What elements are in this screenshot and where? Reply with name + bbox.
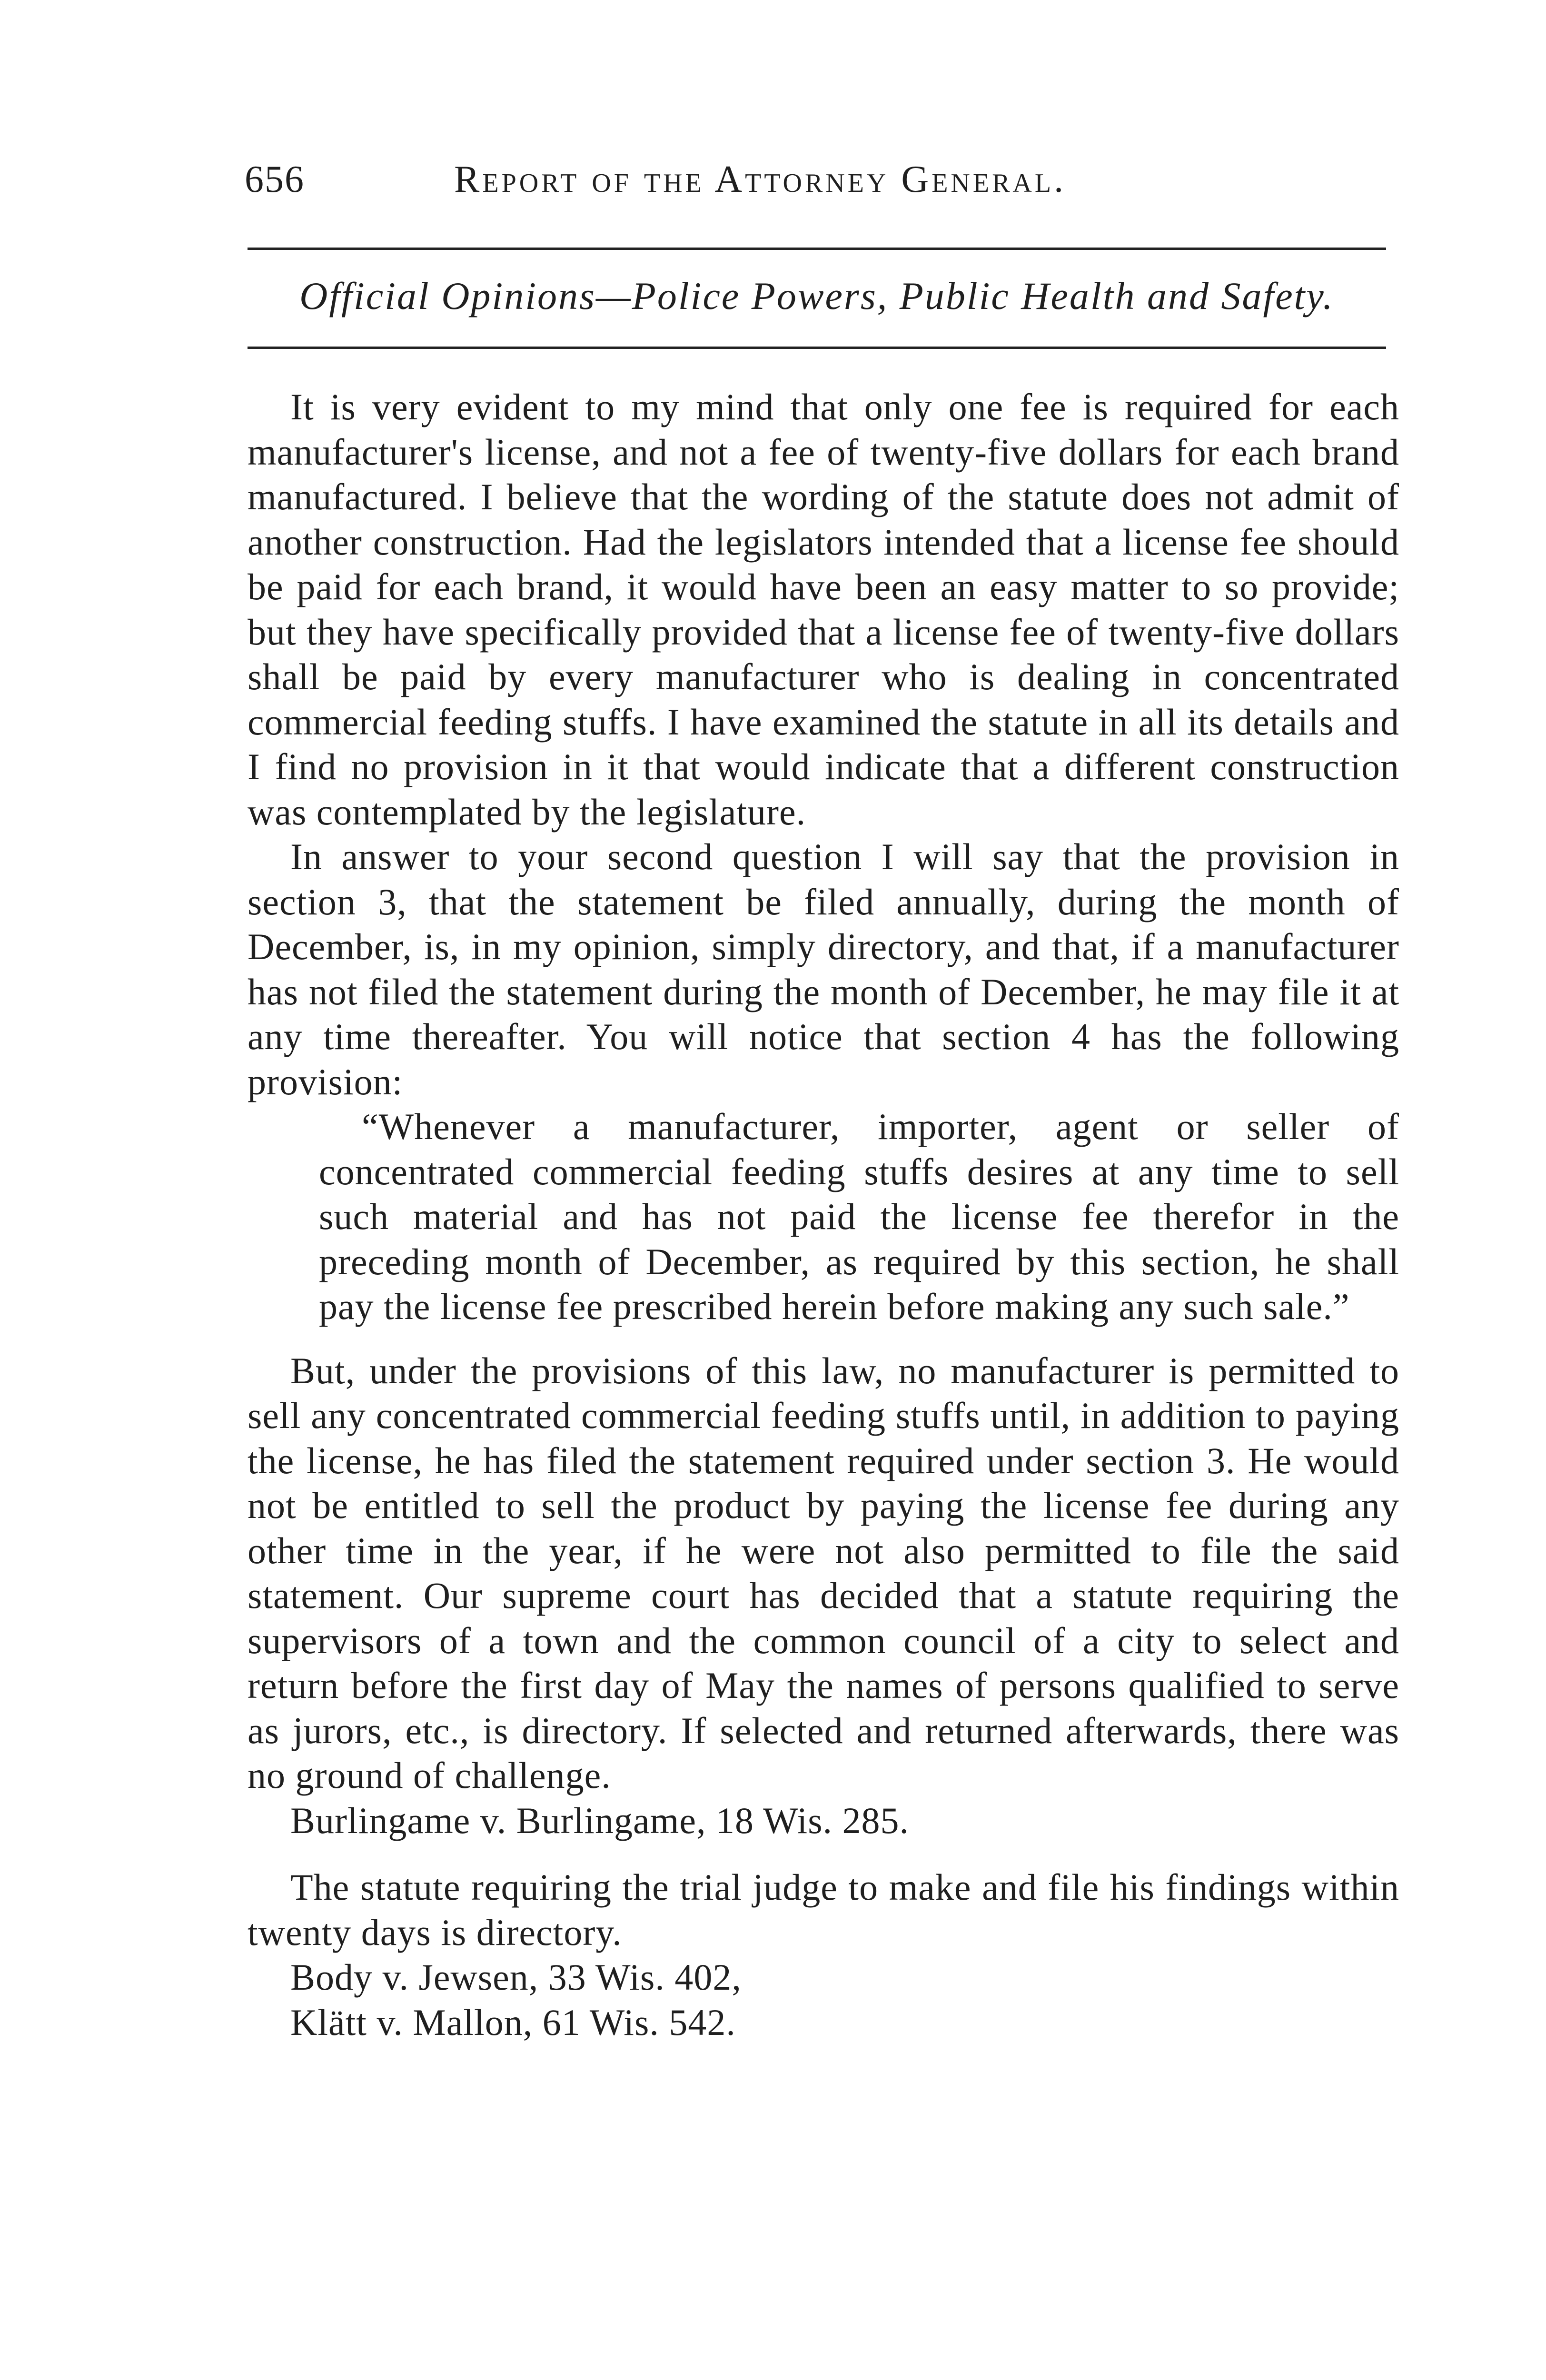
paragraph-2: In answer to your second question I will say that the provision in section 3, that the statement be filed annually, during the month of December, is, in my opinion, simply directory, and that, if a manufacturer has not filed the statement during the month of December, he may file it at any time thereafter. You will notice that section 4 has the following provision: (248, 836, 1399, 1102)
citation-burlingame: Burlingame v. Burlingame, 18 Wis. 285. (290, 1799, 910, 1841)
paragraph-1: It is very evident to my mind that only one fee is required for each manufacturer's license, and not a fee of twenty-five dollars for each brand manufactured. I believe that the wording of the statute does not admit of another construction. Had the legislators intended that a license fee should be paid for each brand, it would have been an easy matter to so provide; but they have specifically provided that a license fee of twenty-five dollars shall be paid by every manufacturer who is dealing in concentrated commercial feeding stuffs. I have examined the statute in all its details and I find no provision in it that would indicate that a different construction was contemplated by the legislature. (248, 386, 1399, 833)
paragraph-4: The statute requiring the trial judge to make and file his findings within twenty days is directory. (248, 1866, 1399, 1953)
citation-klatt-v-mallon: Klätt v. Mallon, 61 Wis. 542. (290, 2001, 736, 2043)
header-rule-top (248, 248, 1386, 250)
statute-quote: “Whenever a manufacturer, importer, agent or seller of concentrated commercial feeding stuffs desires at any time to sell such material and has not paid the license fee therefor in the preceding month of December, as required by this section, he shall pay the license fee prescribed herein before making any such sale.” (319, 1106, 1399, 1327)
page-header (245, 153, 1387, 206)
header-rule-bottom (248, 347, 1386, 349)
page-number: 656 (245, 159, 305, 200)
citation-body-v-jewsen: Body v. Jewsen, 33 Wis. 402, (290, 1956, 742, 1998)
body-text (248, 385, 1399, 2045)
section-title: Official Opinions—Police Powers, Public Health and Safety. (299, 274, 1334, 317)
paragraph-3: But, under the provisions of this law, no manufacturer is permitted to sell any concentrated commercial feeding stuffs until, in addition to paying the license, he has filed the statement required under section 3. He would not be entitled to sell the product by paying the license fee during any other time in the year, if he were not also permitted to file the said statement. Our supreme court has decided that a statute requiring the supervisors of a town and the common council of a city to select and return before the first day of May the names of persons qualified to serve as jurors, etc., is directory. If selected and returned afterwards, there was no ground of challenge. (248, 1349, 1399, 1796)
running-title: Report of the Attorney General. (454, 159, 1067, 200)
spacer (248, 1843, 1399, 1865)
